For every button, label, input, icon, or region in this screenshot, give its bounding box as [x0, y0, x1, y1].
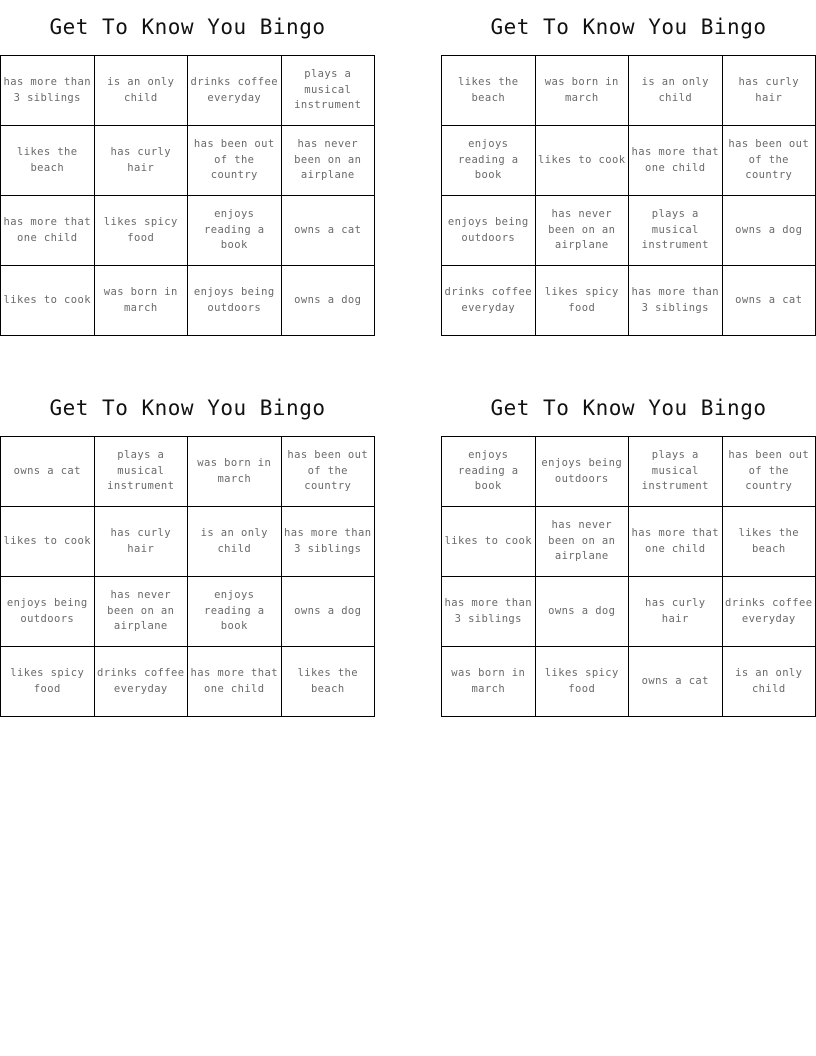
grid-row [442, 437, 816, 507]
bingo-cell[interactable]: likes to cook [1, 266, 95, 336]
grid-row [442, 56, 816, 126]
grid-row [1, 507, 375, 577]
bingo-cell[interactable]: likes spicy food [535, 266, 629, 336]
bingo-cell[interactable]: has more that one child [629, 126, 723, 196]
bingo-cell[interactable]: enjoys being outdoors [442, 196, 536, 266]
bingo-cell[interactable]: likes spicy food [535, 647, 629, 717]
bingo-card-1 [0, 0, 375, 336]
bingo-cell[interactable]: enjoys being outdoors [188, 266, 282, 336]
grid-row [442, 126, 816, 196]
card-title: Get To Know You Bingo [49, 396, 326, 420]
bingo-cell[interactable]: enjoys reading a book [442, 126, 536, 196]
bingo-cell[interactable]: was born in march [535, 56, 629, 126]
bingo-cell[interactable]: owns a cat [281, 196, 375, 266]
bingo-grid [441, 436, 816, 717]
bingo-cell[interactable]: drinks coffee everyday [722, 577, 816, 647]
bingo-cell[interactable]: is an only child [722, 647, 816, 717]
grid-row [442, 577, 816, 647]
bingo-cell[interactable]: enjoys being outdoors [1, 577, 95, 647]
grid-row [1, 437, 375, 507]
bingo-cell[interactable]: has been out of the country [281, 437, 375, 507]
bingo-cell[interactable]: has curly hair [94, 507, 188, 577]
bingo-card-2 [441, 0, 816, 336]
bingo-cell[interactable]: has curly hair [722, 56, 816, 126]
bingo-cell[interactable]: has curly hair [629, 577, 723, 647]
bingo-cell[interactable]: has more that one child [629, 507, 723, 577]
bingo-cell[interactable]: has never been on an airplane [535, 196, 629, 266]
bingo-cell[interactable]: has never been on an airplane [535, 507, 629, 577]
bingo-cell[interactable]: likes to cook [1, 507, 95, 577]
bingo-cell[interactable]: owns a dog [722, 196, 816, 266]
bingo-cell[interactable]: enjoys being outdoors [535, 437, 629, 507]
bingo-cell[interactable]: has been out of the country [722, 437, 816, 507]
bingo-cell[interactable]: owns a cat [1, 437, 95, 507]
grid-row [442, 196, 816, 266]
bingo-cell[interactable]: has never been on an airplane [281, 126, 375, 196]
bingo-cell[interactable]: was born in march [94, 266, 188, 336]
grid-row [442, 266, 816, 336]
bingo-grid [0, 55, 375, 336]
bingo-cell[interactable]: has curly hair [94, 126, 188, 196]
grid-row [1, 647, 375, 717]
bingo-cell[interactable]: likes the beach [281, 647, 375, 717]
bingo-cell[interactable]: likes to cook [442, 507, 536, 577]
bingo-cell[interactable]: drinks coffee everyday [188, 56, 282, 126]
bingo-cell[interactable]: has been out of the country [722, 126, 816, 196]
bingo-cell[interactable]: has more than 3 siblings [281, 507, 375, 577]
bingo-cell[interactable]: owns a cat [629, 647, 723, 717]
card-title: Get To Know You Bingo [490, 15, 767, 39]
bingo-cell[interactable]: owns a cat [722, 266, 816, 336]
bingo-cell[interactable]: plays a musical instrument [629, 196, 723, 266]
card-title: Get To Know You Bingo [49, 15, 326, 39]
bingo-cell[interactable]: has more than 3 siblings [442, 577, 536, 647]
bingo-grid [0, 436, 375, 717]
bingo-cell[interactable]: is an only child [629, 56, 723, 126]
bingo-cell[interactable]: has more that one child [188, 647, 282, 717]
bingo-cell[interactable]: enjoys reading a book [188, 196, 282, 266]
grid-row [442, 647, 816, 717]
bingo-cell[interactable]: has been out of the country [188, 126, 282, 196]
bingo-cell[interactable]: drinks coffee everyday [94, 647, 188, 717]
bingo-cell[interactable]: was born in march [442, 647, 536, 717]
bingo-cell[interactable]: plays a musical instrument [629, 437, 723, 507]
bingo-cell[interactable]: drinks coffee everyday [442, 266, 536, 336]
bingo-cell[interactable]: has never been on an airplane [94, 577, 188, 647]
bingo-grid [441, 55, 816, 336]
grid-row [1, 266, 375, 336]
bingo-cell[interactable]: owns a dog [535, 577, 629, 647]
bingo-cell[interactable]: enjoys reading a book [442, 437, 536, 507]
bingo-cell[interactable]: likes the beach [1, 126, 95, 196]
bingo-cell[interactable]: owns a dog [281, 577, 375, 647]
bingo-cell[interactable]: has more than 3 siblings [1, 56, 95, 126]
bingo-cell[interactable]: is an only child [94, 56, 188, 126]
bingo-card-4 [441, 381, 816, 717]
grid-row [1, 56, 375, 126]
bingo-cell[interactable]: was born in march [188, 437, 282, 507]
bingo-card-3 [0, 381, 375, 717]
bingo-cell[interactable]: enjoys reading a book [188, 577, 282, 647]
bingo-cell[interactable]: has more that one child [1, 196, 95, 266]
bingo-cell[interactable]: likes the beach [442, 56, 536, 126]
bingo-cell[interactable]: likes spicy food [1, 647, 95, 717]
grid-row [1, 126, 375, 196]
bingo-cell[interactable]: has more than 3 siblings [629, 266, 723, 336]
bingo-cell[interactable]: likes to cook [535, 126, 629, 196]
grid-row [442, 507, 816, 577]
grid-row [1, 577, 375, 647]
bingo-cell[interactable]: likes the beach [722, 507, 816, 577]
bingo-cell[interactable]: is an only child [188, 507, 282, 577]
bingo-cell[interactable]: plays a musical instrument [94, 437, 188, 507]
bingo-cell[interactable]: plays a musical instrument [281, 56, 375, 126]
bingo-cell[interactable]: likes spicy food [94, 196, 188, 266]
card-title: Get To Know You Bingo [490, 396, 767, 420]
bingo-cell[interactable]: owns a dog [281, 266, 375, 336]
grid-row [1, 196, 375, 266]
